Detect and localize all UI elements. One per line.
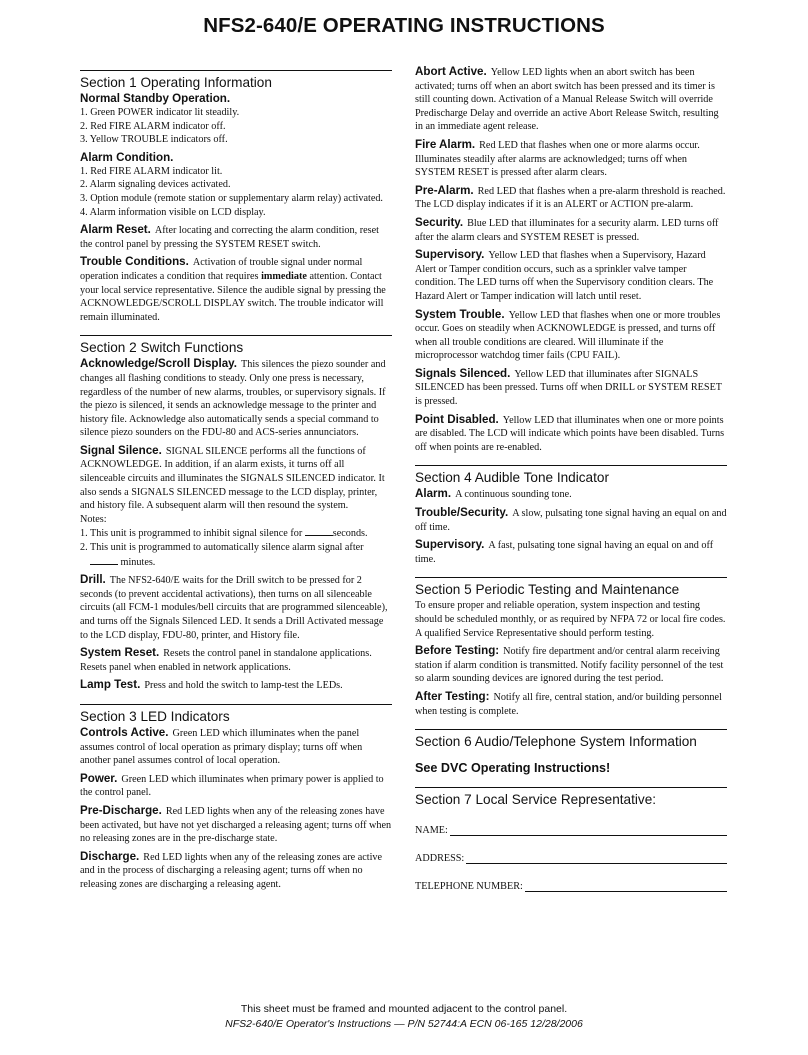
system-trouble-paragraph [415,308,727,363]
alarm-tone-title: Alarm. [415,487,452,501]
list-item: 2. Red FIRE ALARM indicator off. [80,120,226,132]
security-title: Security. [415,215,464,229]
section-4-heading: Section 4 Audible Tone Indicator [415,470,609,486]
list-item: 4. Alarm information visible on LCD display. [80,206,266,218]
trouble-text-a: Activation of trouble signal under normal operation indicates a condition that requires [80,257,363,282]
pre-discharge-text: Red LED lights when any of the releasing zones have been activated, but have not yet discharged a releasing agent; turns off when no releasing zones are in the pre-discharge state. [80,805,392,845]
address-blank-line [466,852,727,864]
address-field[interactable] [415,848,727,864]
signals-silenced-paragraph [415,367,727,409]
system-trouble-text: Yellow LED that flashes when one or more troubles occur. Goes on steadily when ACKNOWLEDGE is pressed, and turns off when all trouble conditions are cleared. Will illuminate if the microprocessor watchdog timer fails (CPU FAIL). [415,309,721,362]
telephone-blank-line [525,880,727,892]
alarm-reset-paragraph [80,223,392,251]
name-field[interactable] [415,820,727,836]
alarm-tone-paragraph [415,487,727,502]
document-title: NFS2-640/E OPERATING INSTRUCTIONS [203,14,605,37]
before-testing-title: Before Testing: [415,644,500,658]
list-item: 3. Yellow TROUBLE indicators off. [80,134,228,146]
point-disabled-text: Yellow LED that illuminates when one or more points are disabled. The LCD will indicate which points have been disabled. Turns off when points are re-enabled. [415,414,725,453]
left-column [80,60,392,896]
supervisory-tone-paragraph [415,538,727,566]
section-7 [415,787,727,892]
power-paragraph [80,772,392,800]
pre-discharge-paragraph [80,804,392,846]
note-2-unit: minutes. [120,556,156,568]
trouble-text-b: attention. Contact your local service representative. Silence the audible signal by pressing the ACKNOWLEDGE/SCROLL DISPLAY switch. The trouble indicator will remain illuminated. [80,270,386,323]
pre-alarm-text: Red LED that flashes when a pre-alarm threshold is reached. The LCD display indicates if it is an ALERT or ACTION pre-alarm. [415,185,726,211]
point-disabled-paragraph [415,413,727,455]
alarm-condition-list [80,165,392,219]
abort-active-paragraph [415,65,727,134]
section-5-heading: Section 5 Periodic Testing and Maintenance [415,582,680,598]
section-3 [80,704,392,892]
section-1-heading: Section 1 Operating Information [80,75,272,90]
pre-alarm-paragraph [415,184,727,212]
testing-intro: To ensure proper and reliable operation, system inspection and testing should be scheduled monthly, or as required by NFPA 72 or local fire codes. A qualified Service Representative should perform testing. [415,600,726,639]
fill-blank [305,526,333,536]
lamp-test-title: Lamp Test. [80,678,141,692]
telephone-label: TELEPHONE NUMBER: [415,881,523,893]
fire-alarm-paragraph [415,138,727,180]
normal-standby-title: Normal Standby Operation. [80,92,231,105]
before-testing-text: Notify fire department and/or central alarm receiving station if alarm condition is transmitted. Notify facility personnel of the test so alarm sounding devices are ignored during the test period. [415,646,724,685]
discharge-paragraph [80,850,392,892]
section-2 [80,335,392,693]
trouble-security-tone-title: Trouble/Security. [415,506,509,520]
section-2-heading: Section 2 Switch Functions [80,340,244,356]
section-4 [415,465,727,566]
power-text: Green LED which illuminates when primary power is applied to the control panel. [80,773,384,799]
supervisory-led-text: Yellow LED that flashes when a Supervisory, Hazard Alert or Tamper condition occurs, such as a sprinkler valve tamper condition. The LED turns off when the Supervisory condition clears. The Hazard Alert or Tamper indication will latch until reset. [415,250,714,302]
section-3-heading: Section 3 LED Indicators [80,708,230,724]
note-2 [80,541,392,569]
notes-label: Notes: [80,513,107,525]
ack-title: Acknowledge/Scroll Display. [80,357,237,371]
fire-alarm-text: Red LED that flashes when one or more alarms occur. Illuminates steadily after alarms are acknowledged; turns off when SYSTEM RESET is pressed after alarm clears. [415,139,700,179]
drill-paragraph [80,573,392,642]
system-reset-text: Resets the control panel in standalone applications. Resets panel when enabled in network applications. [80,648,372,673]
section-6 [415,729,727,776]
dvc-notice: See DVC Operating Instructions! [415,761,611,776]
supervisory-led-title: Supervisory. [415,248,485,262]
power-title: Power. [80,771,118,785]
alarm-tone-text: A continuous sounding tone. [455,489,572,501]
after-testing-paragraph [415,690,727,718]
after-testing-title: After Testing: [415,689,490,703]
list-item: 1. Green POWER indicator lit steadily. [80,107,240,118]
footer-part-number: NFS2-640/E Operator's Instructions — P/N 52744:A ECN 06-165 12/28/2006 [225,1018,583,1030]
trouble-conditions-paragraph [80,255,392,324]
system-trouble-title: System Trouble. [415,307,505,321]
section-1 [80,70,392,324]
controls-active-title: Controls Active. [80,725,169,739]
drill-title: Drill. [80,573,106,587]
note-1-text: 1. This unit is programmed to inhibit signal silence for [80,528,303,540]
security-paragraph [415,216,727,244]
signal-silence-paragraph [80,444,392,513]
discharge-text: Red LED lights when any of the releasing zones are active and in the process of discharging a releasing agent; turns off when no releasing zones are discharging a releasing agent. [80,851,383,890]
before-testing-paragraph [415,644,727,686]
fire-alarm-title: Fire Alarm. [415,137,476,151]
name-blank-line [450,824,727,836]
signal-silence-title: Signal Silence. [80,443,162,457]
note-2-text: 2. This unit is programmed to automatically silence alarm signal after [80,542,364,554]
section-7-heading: Section 7 Local Service Representative: [415,792,657,808]
notes-list [80,526,392,569]
alarm-reset-text: After locating and correcting the alarm condition, reset the control panel by pressing the SYSTEM RESET switch. [80,225,379,250]
name-label: NAME: [415,825,448,837]
list-item: 2. Alarm signaling devices activated. [80,179,231,191]
right-column [415,60,727,892]
supervisory-tone-text: A fast, pulsating tone signal having an equal on and off time. [415,540,714,565]
signal-silence-text: SIGNAL SILENCE performs all the functions of ACKNOWLEDGE. In addition, if an alarm exists, it turns off all silenceable circuits and illuminates the SIGNALS SILENCED indicator. It also sends a SIGNALS SILENCED message to the LCD display, printer, and history file. A subsequent alarm will then resound the system. [80,445,385,512]
supervisory-tone-title: Supervisory. [415,538,485,552]
signals-silenced-title: Signals Silenced. [415,366,511,380]
ack-paragraph [80,357,392,440]
drill-text: The NFS2-640/E waits for the Drill switch to be pressed for 2 seconds (to prevent accidental activations), then turns on all silenceable circuits (all FCM-1 modules/bell circuits that are programmed silenceable), and turns off the Signals Silenced LED. It sends a Drill Activated message to the LCD display, FDU-80, printer, and History file. [80,575,388,641]
pre-discharge-title: Pre-Discharge. [80,803,162,817]
note-1-unit: seconds. [332,528,368,540]
system-reset-title: System Reset. [80,646,160,660]
section-6-heading: Section 6 Audio/Telephone System Information [415,734,697,750]
note-1 [80,526,392,541]
normal-standby-list [80,106,392,147]
list-item: 3. Option module (remote station or supplementary alarm relay) activated. [80,192,383,204]
section-3-continued [415,60,727,454]
ack-text: This silences the piezo sounder and changes all flashing conditions to steady. Only one press is necessary, regardless of the number of new alarms, troubles, or supervisory signals. If the piezo is silenced, it sends an acknowledge message to the printer and history file. Acknowledge also automatically sends a special command to silence piezo sounders on the FDU-80 and ACS-series annunciators. [80,359,386,439]
alarm-condition-title: Alarm Condition. [80,150,174,164]
trouble-security-tone-paragraph [415,506,727,534]
trouble-emphasis: immediate [261,270,307,282]
system-reset-paragraph [80,646,392,674]
lamp-test-paragraph [80,678,392,693]
list-item: 1. Red FIRE ALARM indicator lit. [80,165,223,177]
point-disabled-title: Point Disabled. [415,412,499,426]
abort-active-title: Abort Active. [415,65,487,78]
lamp-test-text: Press and hold the switch to lamp-test the LEDs. [144,680,343,692]
footer-mounting-note: This sheet must be framed and mounted adjacent to the control panel. [240,1003,568,1015]
trouble-conditions-title: Trouble Conditions. [80,255,189,269]
after-testing-text: Notify all fire, central station, and/or building personnel when testing is complete. [415,691,722,717]
controls-active-text: Green LED which illuminates when the panel assumes control of local operation as primary display; turns off when another panel assumes control of local operation. [80,727,363,767]
abort-active-text: Yellow LED lights when an abort switch has been activated; turns off when an abort switch has been pressed and its timer is still counting down. Activation of a Manual Release Switch will override Predischarge Delay and override an active Abort Release Switch, resulting in an immediate agent release. [415,67,719,133]
telephone-field[interactable] [415,876,727,892]
discharge-title: Discharge. [80,849,140,863]
address-label: ADDRESS: [415,853,465,865]
signals-silenced-text: Yellow LED that illuminates after SIGNALS SILENCED has been pressed. Turns off when DRILL or SYSTEM RESET is pressed. [415,368,722,408]
security-text: Blue LED that illuminates for a security alarm. LED turns off after the alarm clears and SYSTEM RESET is pressed. [415,217,719,243]
controls-active-paragraph [80,726,392,768]
fill-blank [90,555,118,565]
section-5 [415,577,727,718]
pre-alarm-title: Pre-Alarm. [415,183,474,197]
alarm-reset-title: Alarm Reset. [80,223,151,237]
trouble-security-tone-text: A slow, pulsating tone signal having an equal on and off time. [415,508,727,533]
supervisory-led-paragraph [415,248,727,303]
